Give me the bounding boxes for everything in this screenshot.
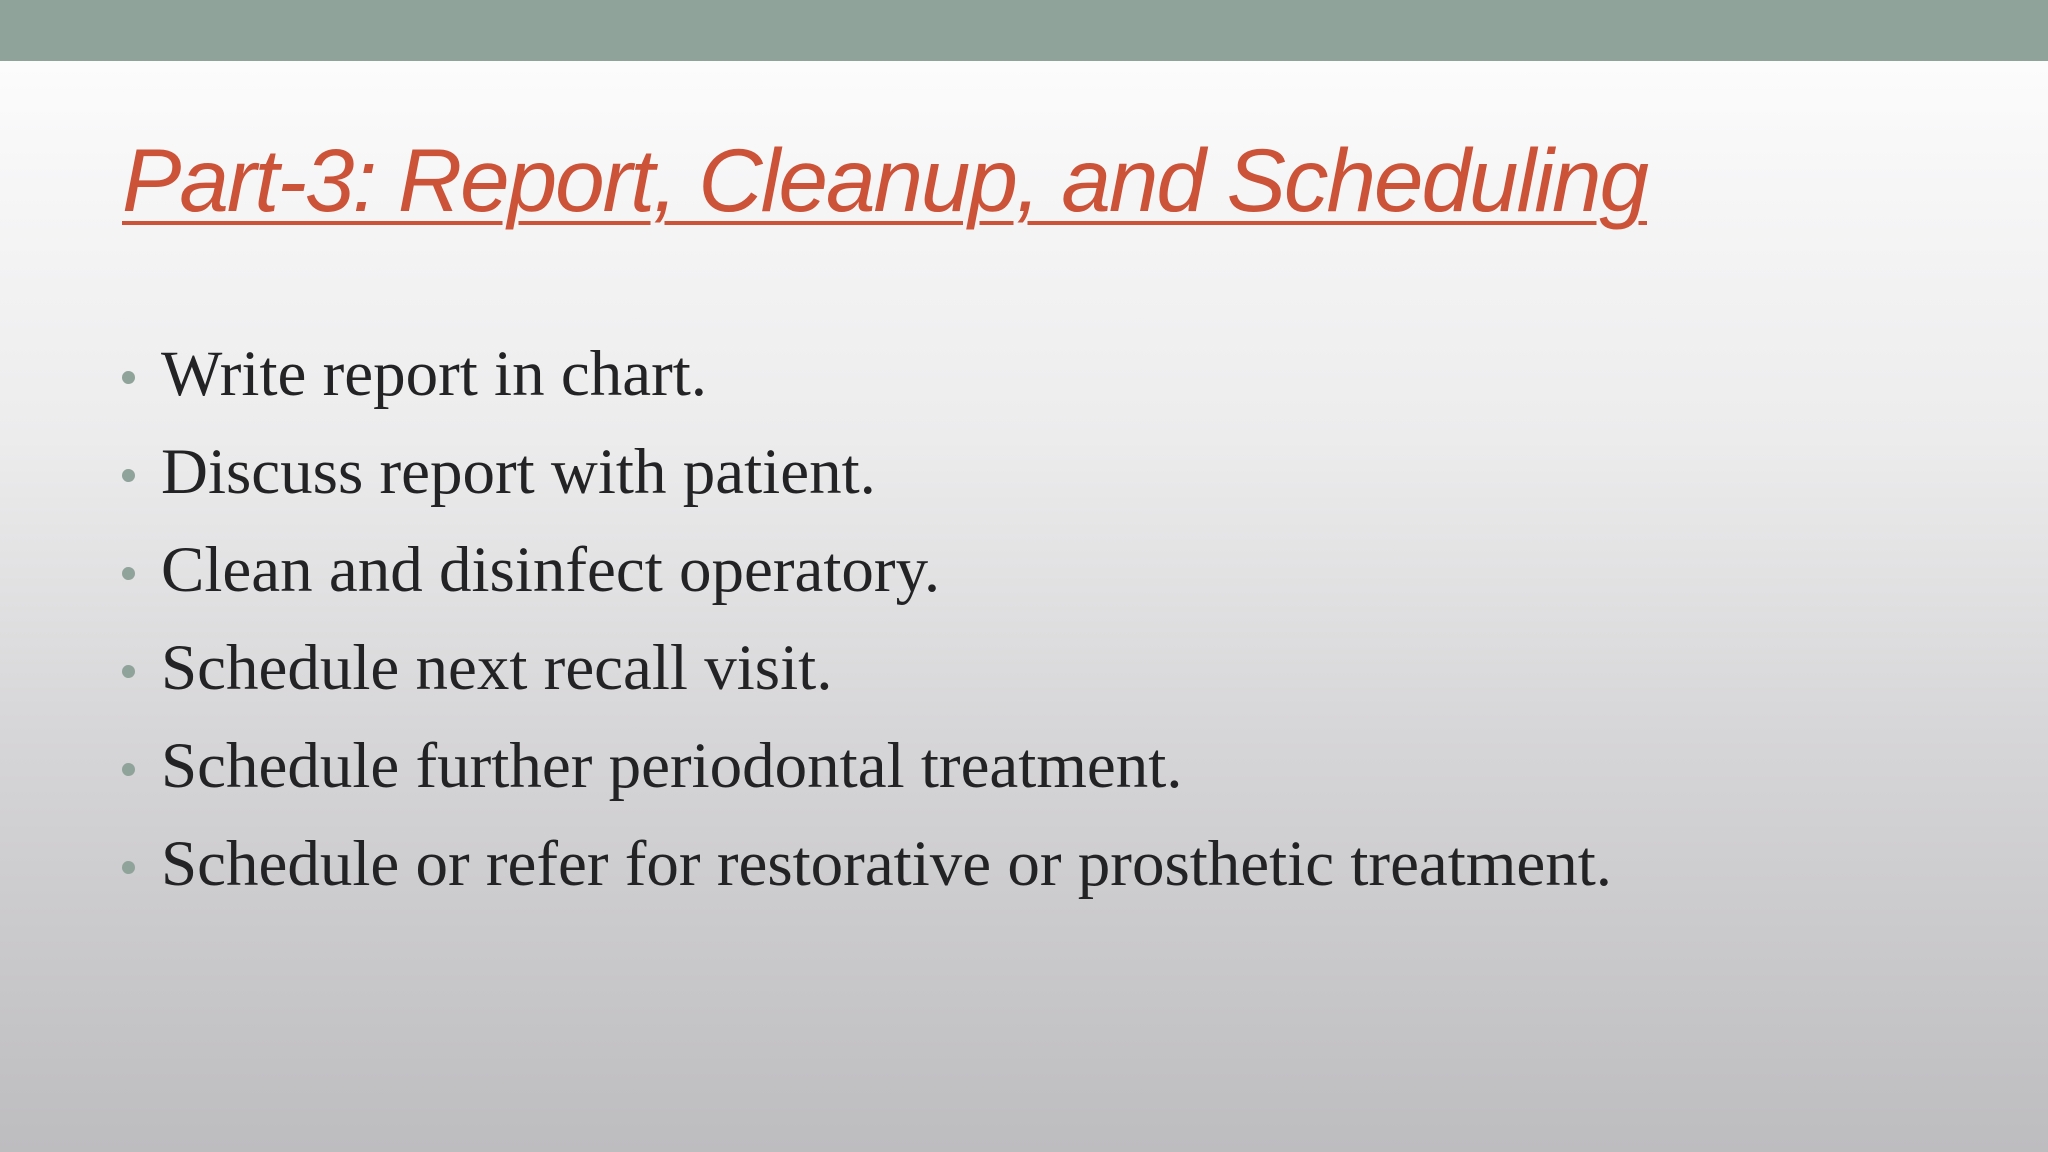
slide-top-bar <box>0 0 2048 61</box>
list-item <box>122 521 1612 619</box>
bullet-list <box>122 325 1612 913</box>
list-item <box>122 619 1612 717</box>
bullet-text: Schedule further periodontal treatment. <box>161 729 1183 802</box>
bullet-text: Discuss report with patient. <box>161 435 876 508</box>
list-item <box>122 423 1612 521</box>
slide-title: Part-3: Report, Cleanup, and Scheduling <box>122 130 1647 230</box>
bullet-icon <box>122 861 135 874</box>
bullet-icon <box>122 469 135 482</box>
bullet-text: Schedule or refer for restorative or prosthetic treatment. <box>161 827 1613 900</box>
list-item <box>122 815 1612 913</box>
bullet-text: Clean and disinfect operatory. <box>161 533 941 606</box>
list-item <box>122 717 1612 815</box>
bullet-icon <box>122 763 135 776</box>
list-item <box>122 325 1612 423</box>
bullet-text: Schedule next recall visit. <box>161 631 833 704</box>
bullet-icon <box>122 567 135 580</box>
bullet-text: Write report in chart. <box>161 337 708 410</box>
bullet-icon <box>122 371 135 384</box>
bullet-icon <box>122 665 135 678</box>
